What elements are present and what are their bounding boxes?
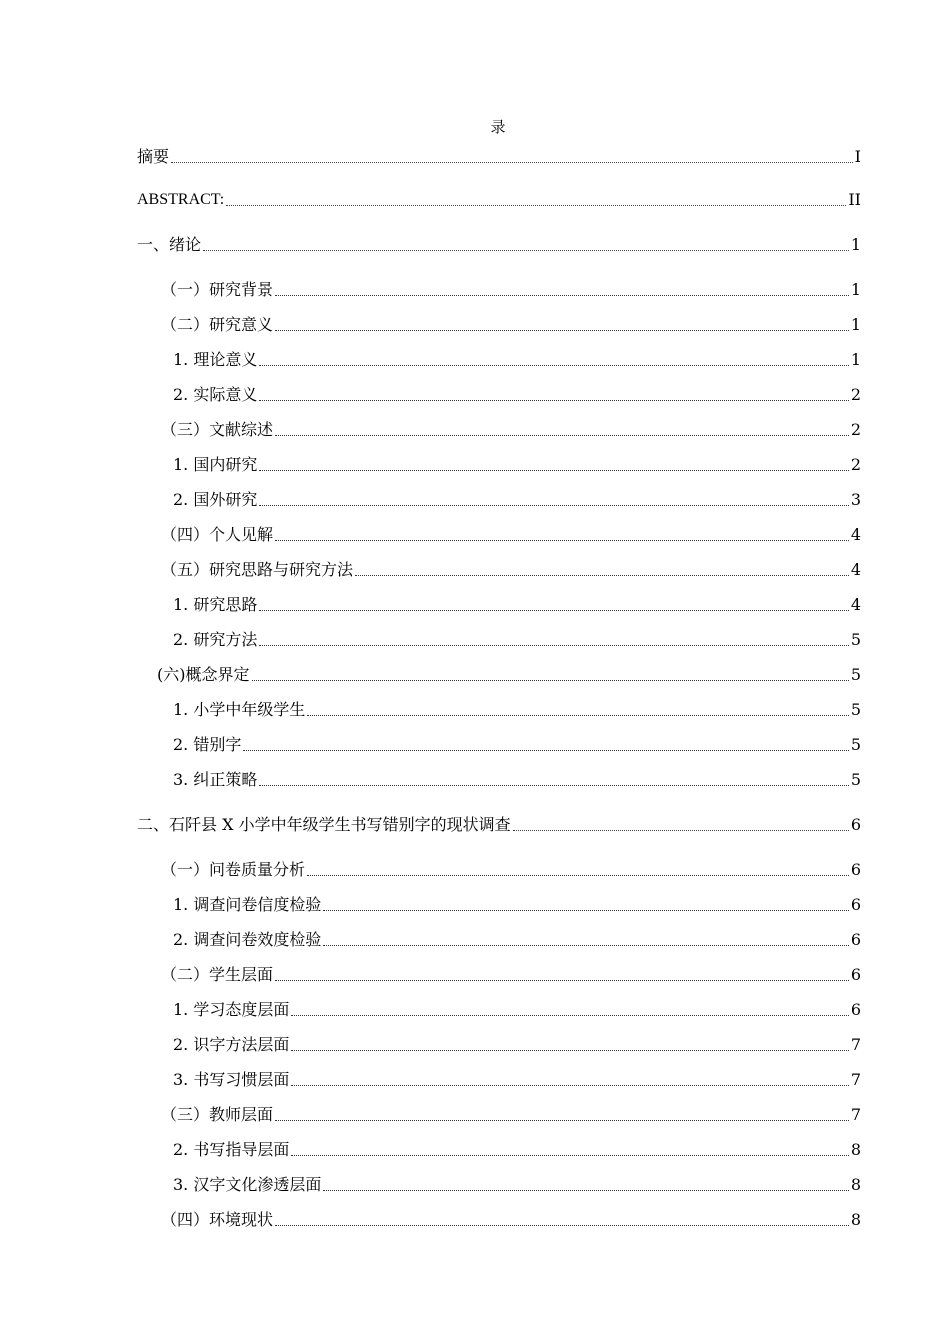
toc-entry-label: 2. 实际意义 [173, 385, 258, 404]
toc-entry-label: （一）研究背景 [161, 280, 274, 299]
toc-entry-page-number: 7 [850, 1035, 861, 1054]
toc-entry[interactable] [137, 813, 861, 835]
toc-entry-page-number: 2 [850, 455, 861, 474]
toc-entry-label: 3. 纠正策略 [173, 770, 258, 789]
toc-entry-label: 1. 国内研究 [173, 455, 258, 474]
dot-leader [259, 784, 848, 786]
toc-entry[interactable] [137, 593, 861, 615]
toc-entry[interactable] [137, 928, 861, 950]
dot-leader [259, 609, 848, 611]
toc-entry-label: 摘要 [137, 147, 170, 166]
toc-entry-page-number: 5 [850, 770, 861, 789]
toc-entry-label: 1. 理论意义 [173, 350, 258, 369]
toc-entry-label: （三）文献综述 [161, 420, 274, 439]
toc-entry-label: 2. 国外研究 [173, 490, 258, 509]
toc-entry-label: 1. 小学中年级学生 [173, 700, 306, 719]
toc-entry-label: （一）问卷质量分析 [161, 860, 306, 879]
toc-entry[interactable] [137, 628, 861, 650]
toc-entry-label: 2. 研究方法 [173, 630, 258, 649]
dot-leader [323, 1189, 848, 1191]
toc-entry[interactable] [137, 858, 861, 880]
dot-leader [259, 644, 848, 646]
toc-entry[interactable] [137, 1173, 861, 1195]
toc-entry-page-number: 4 [850, 525, 861, 544]
toc-title: 录 [490, 118, 506, 136]
toc-entry[interactable] [137, 1208, 861, 1230]
toc-entry[interactable] [137, 313, 861, 335]
toc-entry-page-number: I [854, 147, 861, 166]
toc-entry-page-number: 6 [850, 895, 861, 914]
toc-entry[interactable] [137, 488, 861, 510]
toc-entry-label: 2. 书写指导层面 [173, 1140, 290, 1159]
dot-leader [203, 249, 849, 251]
toc-entry-label: （四）个人见解 [161, 525, 274, 544]
toc-entry[interactable] [137, 1068, 861, 1090]
toc-entry[interactable] [137, 278, 861, 300]
toc-entry-label: 2. 识字方法层面 [173, 1035, 290, 1054]
toc-entry-page-number: 1 [850, 280, 861, 299]
dot-leader [323, 944, 848, 946]
toc-entry-label: （二）研究意义 [161, 315, 274, 334]
toc-entry[interactable] [137, 453, 861, 475]
dot-leader [171, 161, 853, 163]
toc-entry[interactable] [137, 733, 861, 755]
toc-entry-page-number: 5 [850, 700, 861, 719]
toc-entry-page-number: 3 [850, 490, 861, 509]
toc-entry-label: 一、绪论 [137, 235, 202, 254]
toc-entry-label: 2. 错别字 [173, 735, 242, 754]
toc-entry[interactable] [137, 963, 861, 985]
toc-entry[interactable] [137, 523, 861, 545]
dot-leader [291, 1014, 848, 1016]
toc-entry[interactable] [137, 1138, 861, 1160]
dot-leader [275, 1119, 849, 1121]
dot-leader [275, 434, 849, 436]
dot-leader [252, 679, 849, 681]
toc-entry-page-number: 6 [850, 815, 861, 834]
toc-entry-label: 1. 研究思路 [173, 595, 258, 614]
toc-entry[interactable] [137, 233, 861, 255]
dot-leader [275, 1224, 849, 1226]
dot-leader [307, 714, 848, 716]
dot-leader [291, 1154, 848, 1156]
dot-leader [275, 294, 849, 296]
toc-entry-page-number: 5 [850, 735, 861, 754]
toc-entry-label: （三）教师层面 [161, 1105, 274, 1124]
toc-entry[interactable] [137, 768, 861, 790]
dot-leader [513, 829, 849, 831]
toc-entry[interactable] [137, 145, 861, 167]
dot-leader [226, 204, 846, 206]
dot-leader [259, 469, 848, 471]
toc-entry-page-number: 5 [850, 665, 861, 684]
dot-leader [259, 399, 848, 401]
dot-leader [307, 874, 849, 876]
toc-entry-page-number: 1 [850, 350, 861, 369]
toc-entry-label: （四）环境现状 [161, 1210, 274, 1229]
toc-entry-page-number: 2 [850, 385, 861, 404]
toc-entry[interactable] [137, 698, 861, 720]
dot-leader [243, 749, 848, 751]
toc-entry-label: 2. 调查问卷效度检验 [173, 930, 322, 949]
dot-leader [291, 1084, 848, 1086]
toc-entry-label: （二）学生层面 [161, 965, 274, 984]
toc-entry-page-number: 7 [850, 1105, 861, 1124]
toc-entry-page-number: 4 [850, 595, 861, 614]
toc-entry-page-number: II [848, 190, 861, 209]
toc-entry-page-number: 6 [850, 965, 861, 984]
toc-entry-label: ABSTRACT: [137, 191, 225, 208]
toc-entry-page-number: 1 [850, 235, 861, 254]
toc-entry[interactable] [137, 893, 861, 915]
toc-entry[interactable] [137, 663, 861, 685]
toc-entry-label: 3. 汉字文化渗透层面 [173, 1175, 322, 1194]
dot-leader [275, 329, 849, 331]
dot-leader [259, 504, 848, 506]
toc-entry-label: 3. 书写习惯层面 [173, 1070, 290, 1089]
toc-entry-page-number: 4 [850, 560, 861, 579]
toc-entry[interactable] [137, 998, 861, 1020]
dot-leader [259, 364, 848, 366]
toc-entry-page-number: 8 [850, 1175, 861, 1194]
toc-entry[interactable] [137, 1103, 861, 1125]
toc-entry[interactable] [137, 1033, 861, 1055]
toc-entry-label: (六)概念界定 [157, 665, 250, 684]
dot-leader [323, 909, 848, 911]
toc-entry-label: 1. 调查问卷信度检验 [173, 895, 322, 914]
toc-entry[interactable] [137, 383, 861, 405]
dot-leader [355, 574, 849, 576]
toc-entry-page-number: 7 [850, 1070, 861, 1089]
toc-entry[interactable] [137, 188, 861, 210]
toc-entry-page-number: 2 [850, 420, 861, 439]
toc-entry-page-number: 6 [850, 930, 861, 949]
toc-entry-label: 1. 学习态度层面 [173, 1000, 290, 1019]
toc-entry-page-number: 6 [850, 1000, 861, 1019]
toc-entry-page-number: 1 [850, 315, 861, 334]
toc-entry[interactable] [137, 418, 861, 440]
toc-entry-label: （五）研究思路与研究方法 [161, 560, 354, 579]
toc-entry-label: 二、石阡县 X 小学中年级学生书写错别字的现状调查 [137, 815, 511, 834]
toc-entry-page-number: 5 [850, 630, 861, 649]
toc-entry-page-number: 8 [850, 1140, 861, 1159]
toc-entry-page-number: 8 [850, 1210, 861, 1229]
dot-leader [291, 1049, 848, 1051]
dot-leader [275, 979, 849, 981]
toc-entry[interactable] [137, 558, 861, 580]
toc-entry[interactable] [137, 348, 861, 370]
dot-leader [275, 539, 849, 541]
toc-entry-page-number: 6 [850, 860, 861, 879]
